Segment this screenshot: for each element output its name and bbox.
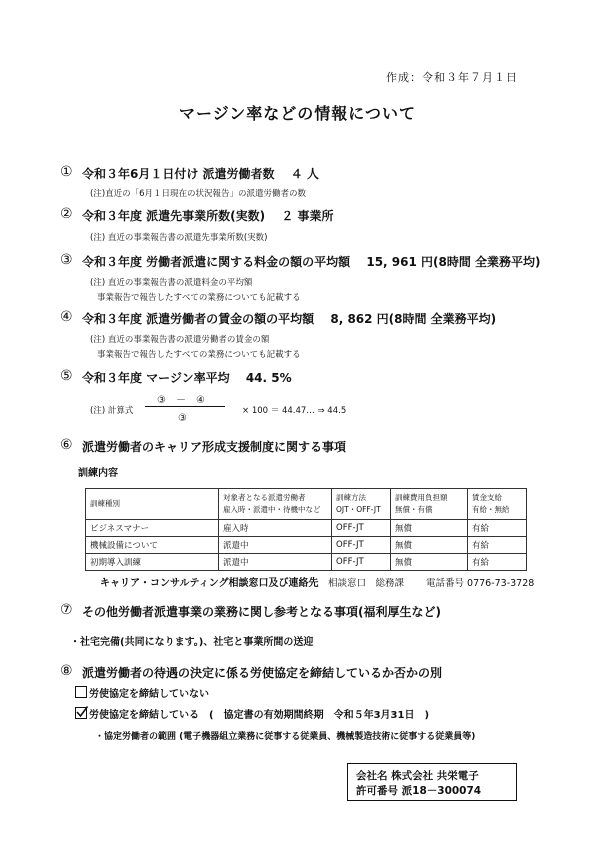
agreement-scope: ・協定労働者の範囲 (電子機器組立業務に従事する従業員、機械製造技術に従事する従業員等) [95,732,476,742]
cell-method: OFF-JT [332,537,391,554]
item-8-number: ⑧ [60,663,73,679]
header-wage: 賃金支給 有給・無給 [468,489,527,520]
table-row [86,520,527,537]
cell-wage: 有給 [468,537,527,554]
not-concluded-checkbox[interactable] [75,686,87,698]
item-2-number: ② [60,206,73,222]
header-training-type: 訓練種別 [86,489,219,520]
item-3-note-2: 事業報告で報告したすべての業務についても記載する [97,293,301,303]
item-7-number: ⑦ [60,602,73,618]
formula-numerator: ③ － ④ [157,395,205,406]
concluded-label: 労使協定を締結している ( 協定書の有効期間終期 令和５年3月31日 ) [89,710,430,721]
concluded-checkbox[interactable] [75,707,87,719]
item-1-text: 令和３年6月１日付け 派遣労働者数 ４ 人 [82,167,319,181]
created-date: 作成：令和３年７月１日 [386,71,518,84]
item-5-text: 令和３年度 マージン率平均 44. 5% [82,371,292,385]
cell-target: 雇入時 [219,520,332,537]
item-3-note-1: (注) 直近の事業報告書の派遣料金の平均額 [90,278,253,288]
item-8-text: 派遣労働者の待遇の決定に係る労使協定を締結しているか否かの別 [82,666,443,680]
table-row [86,554,527,571]
header-target-worker: 対象者となる派遣労働者 雇入時・派遣中・待機中など [219,489,332,520]
table-header-row [86,489,527,520]
formula-label: (注) 計算式 [90,406,134,416]
permit-number: 許可番号 派18－300074 [356,785,482,797]
item-4-text: 令和３年度 派遣労働者の賃金の額の平均額 8, 862 円(8時間 全業務平均) [82,312,497,326]
cell-target: 派遣中 [219,554,332,571]
table-row [86,537,527,554]
item-6-number: ⑥ [60,437,73,453]
cell-method: OFF-JT [332,554,391,571]
company-name: 会社名 株式会社 共栄電子 [356,770,479,782]
formula-result: × 100 ＝ 44.47… ⇒ 44.5 [242,406,347,416]
cell-method: OFF-JT [332,520,391,537]
item-4-note-1: (注) 直近の事業報告書の派遣労働者の賃金の額 [90,335,270,345]
cell-wage: 有給 [468,554,527,571]
cell-wage: 有給 [468,520,527,537]
item-3-text: 令和３年度 労働者派遣に関する料金の額の平均額 15, 961 円(8時間 全業務平均) [82,255,541,269]
career-contact-label: キャリア・コンサルティング相談窓口及び連絡先 [100,578,319,589]
item-7-text: その他労働者派遣事業の業務に関し参考となる事項(福利厚生など) [82,605,441,619]
career-contact-phone: 電話番号 0776-73-3728 [426,578,535,589]
training-table [85,488,527,571]
item-2-note: (注) 直近の事業報告書の派遣先事業所数(実数) [90,233,268,243]
career-contact-desk: 相談窓口 総務課 [328,578,405,589]
not-concluded-label: 労使協定を締結していない [89,689,209,700]
cell-cost: 無償 [391,537,468,554]
item-6-text: 派遣労働者のキャリア形成支援制度に関する事項 [82,440,347,454]
formula-denominator: ③ [178,413,187,424]
item-5-number: ⑤ [60,368,73,384]
fraction-line [145,406,225,407]
company-box [347,763,517,801]
cell-training-type: ビジネスマナー [86,520,219,537]
training-title: 訓練内容 [78,468,118,479]
header-cost: 訓練費用負担額 無償・有償 [391,489,468,520]
benefit-text: ・社宅完備(共同になります。)、社宅と事業所間の送迎 [70,637,314,648]
cell-training-type: 初期導入訓練 [86,554,219,571]
item-1-number: ① [60,164,73,180]
page-title: マージン率などの情報について [179,104,416,123]
item-3-number: ③ [60,252,73,268]
item-2-text: 令和３年度 派遣先事業所数(実数) ２ 事業所 [82,209,334,223]
cell-cost: 無償 [391,520,468,537]
item-1-note: (注)直近の「6月１日現在の状況報告」の派遣労働者の数 [90,189,307,199]
cell-cost: 無償 [391,554,468,571]
item-4-number: ④ [60,309,73,325]
header-method: 訓練方法 OJT・OFF-JT [332,489,391,520]
cell-target: 派遣中 [219,537,332,554]
checkmark-icon [75,705,89,719]
item-4-note-2: 事業報告で報告したすべての業務についても記載する [97,350,301,360]
cell-training-type: 機械設備について [86,537,219,554]
